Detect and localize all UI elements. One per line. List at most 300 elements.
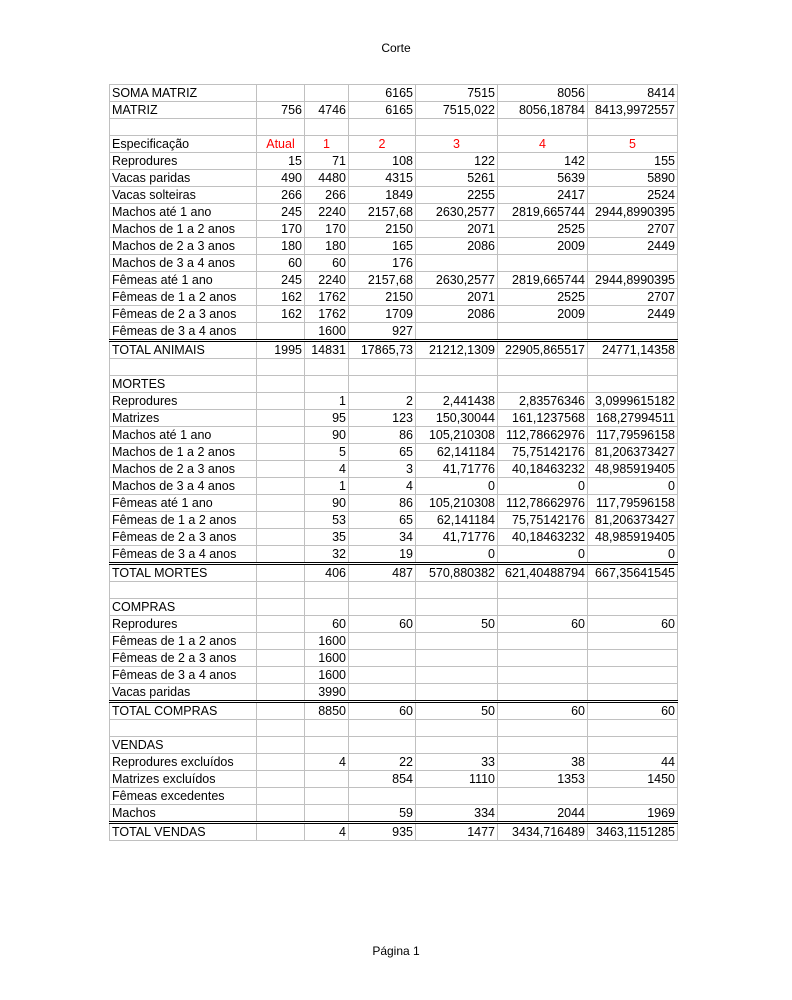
value-cell[interactable]: 95 <box>305 410 349 427</box>
value-cell[interactable]: 0 <box>498 478 588 495</box>
value-cell[interactable]: 117,79596158 <box>588 495 678 512</box>
value-cell[interactable] <box>416 323 498 341</box>
value-cell[interactable]: 2240 <box>305 272 349 289</box>
value-cell[interactable] <box>498 684 588 702</box>
value-cell[interactable]: Atual <box>257 136 305 153</box>
value-cell[interactable]: 1600 <box>305 323 349 341</box>
value-cell[interactable]: 40,18463232 <box>498 529 588 546</box>
value-cell[interactable]: 15 <box>257 153 305 170</box>
value-cell[interactable] <box>588 119 678 136</box>
value-cell[interactable] <box>588 376 678 393</box>
value-cell[interactable]: 2150 <box>349 289 416 306</box>
value-cell[interactable]: 2240 <box>305 204 349 221</box>
value-cell[interactable] <box>416 599 498 616</box>
value-cell[interactable]: 2086 <box>416 306 498 323</box>
value-cell[interactable]: 50 <box>416 702 498 720</box>
value-cell[interactable] <box>349 650 416 667</box>
value-cell[interactable]: 4 <box>498 136 588 153</box>
value-cell[interactable] <box>305 376 349 393</box>
value-cell[interactable]: 8413,9972557 <box>588 102 678 119</box>
value-cell[interactable]: 2819,665744 <box>498 204 588 221</box>
value-cell[interactable]: 245 <box>257 272 305 289</box>
row-label-cell[interactable]: TOTAL COMPRAS <box>110 702 257 720</box>
value-cell[interactable]: 3 <box>416 136 498 153</box>
row-label-cell[interactable]: Vacas paridas <box>110 170 257 187</box>
value-cell[interactable]: 0 <box>416 478 498 495</box>
value-cell[interactable] <box>498 650 588 667</box>
value-cell[interactable]: 4 <box>305 754 349 771</box>
value-cell[interactable] <box>305 85 349 102</box>
value-cell[interactable] <box>349 737 416 754</box>
value-cell[interactable]: 2 <box>349 136 416 153</box>
value-cell[interactable]: 41,71776 <box>416 461 498 478</box>
row-label-cell[interactable]: Machos até 1 ano <box>110 427 257 444</box>
value-cell[interactable] <box>257 323 305 341</box>
value-cell[interactable]: 60 <box>305 255 349 272</box>
value-cell[interactable]: 60 <box>257 255 305 272</box>
value-cell[interactable]: 41,71776 <box>416 529 498 546</box>
value-cell[interactable]: 6165 <box>349 85 416 102</box>
value-cell[interactable]: 0 <box>588 478 678 495</box>
value-cell[interactable]: 170 <box>305 221 349 238</box>
value-cell[interactable]: 0 <box>498 546 588 564</box>
value-cell[interactable]: 7515,022 <box>416 102 498 119</box>
value-cell[interactable] <box>588 359 678 376</box>
value-cell[interactable] <box>498 359 588 376</box>
value-cell[interactable] <box>498 633 588 650</box>
value-cell[interactable]: 112,78662976 <box>498 427 588 444</box>
value-cell[interactable] <box>257 633 305 650</box>
value-cell[interactable] <box>257 702 305 720</box>
row-label-cell[interactable]: Vacas paridas <box>110 684 257 702</box>
value-cell[interactable] <box>257 771 305 788</box>
value-cell[interactable] <box>498 255 588 272</box>
value-cell[interactable] <box>257 393 305 410</box>
row-label-cell[interactable]: TOTAL VENDAS <box>110 823 257 841</box>
value-cell[interactable]: 38 <box>498 754 588 771</box>
value-cell[interactable] <box>257 427 305 444</box>
row-label-cell[interactable]: Fêmeas de 1 a 2 anos <box>110 633 257 650</box>
row-label-cell[interactable]: Matrizes <box>110 410 257 427</box>
value-cell[interactable]: 756 <box>257 102 305 119</box>
value-cell[interactable]: 24771,14358 <box>588 341 678 359</box>
row-label-cell[interactable] <box>110 119 257 136</box>
value-cell[interactable] <box>498 599 588 616</box>
value-cell[interactable] <box>257 512 305 529</box>
value-cell[interactable] <box>257 495 305 512</box>
value-cell[interactable]: 8056,18784 <box>498 102 588 119</box>
row-label-cell[interactable]: Machos até 1 ano <box>110 204 257 221</box>
value-cell[interactable]: 621,40488794 <box>498 564 588 582</box>
value-cell[interactable]: 117,79596158 <box>588 427 678 444</box>
value-cell[interactable]: 2707 <box>588 289 678 306</box>
value-cell[interactable]: 4746 <box>305 102 349 119</box>
value-cell[interactable]: 2009 <box>498 306 588 323</box>
value-cell[interactable]: 21212,1309 <box>416 341 498 359</box>
value-cell[interactable]: 1 <box>305 393 349 410</box>
value-cell[interactable]: 1110 <box>416 771 498 788</box>
value-cell[interactable]: 266 <box>305 187 349 204</box>
row-label-cell[interactable]: Matrizes excluídos <box>110 771 257 788</box>
value-cell[interactable]: 2944,8990395 <box>588 272 678 289</box>
value-cell[interactable] <box>257 359 305 376</box>
value-cell[interactable] <box>416 720 498 737</box>
value-cell[interactable]: 1600 <box>305 633 349 650</box>
value-cell[interactable]: 8056 <box>498 85 588 102</box>
value-cell[interactable] <box>257 667 305 684</box>
value-cell[interactable] <box>305 359 349 376</box>
value-cell[interactable] <box>349 788 416 805</box>
value-cell[interactable] <box>416 376 498 393</box>
value-cell[interactable] <box>349 633 416 650</box>
value-cell[interactable]: 180 <box>257 238 305 255</box>
value-cell[interactable]: 2044 <box>498 805 588 823</box>
row-label-cell[interactable]: Machos <box>110 805 257 823</box>
value-cell[interactable]: 62,141184 <box>416 512 498 529</box>
value-cell[interactable]: 2255 <box>416 187 498 204</box>
value-cell[interactable]: 2707 <box>588 221 678 238</box>
value-cell[interactable]: 170 <box>257 221 305 238</box>
value-cell[interactable]: 1995 <box>257 341 305 359</box>
value-cell[interactable] <box>498 788 588 805</box>
value-cell[interactable]: 34 <box>349 529 416 546</box>
row-label-cell[interactable]: Fêmeas até 1 ano <box>110 495 257 512</box>
value-cell[interactable]: 17865,73 <box>349 341 416 359</box>
value-cell[interactable] <box>257 461 305 478</box>
value-cell[interactable] <box>588 684 678 702</box>
value-cell[interactable]: 112,78662976 <box>498 495 588 512</box>
value-cell[interactable]: 150,30044 <box>416 410 498 427</box>
value-cell[interactable]: 667,35641545 <box>588 564 678 582</box>
value-cell[interactable]: 75,75142176 <box>498 512 588 529</box>
value-cell[interactable]: 1762 <box>305 306 349 323</box>
value-cell[interactable] <box>416 582 498 599</box>
value-cell[interactable] <box>305 119 349 136</box>
row-label-cell[interactable]: Fêmeas de 2 a 3 anos <box>110 650 257 667</box>
row-label-cell[interactable]: Fêmeas até 1 ano <box>110 272 257 289</box>
value-cell[interactable] <box>498 720 588 737</box>
value-cell[interactable] <box>257 720 305 737</box>
value-cell[interactable] <box>416 650 498 667</box>
value-cell[interactable]: 53 <box>305 512 349 529</box>
row-label-cell[interactable]: Fêmeas excedentes <box>110 788 257 805</box>
value-cell[interactable] <box>257 85 305 102</box>
value-cell[interactable] <box>257 478 305 495</box>
value-cell[interactable]: 487 <box>349 564 416 582</box>
value-cell[interactable]: 4 <box>305 823 349 841</box>
value-cell[interactable]: 2525 <box>498 289 588 306</box>
row-label-cell[interactable]: MATRIZ <box>110 102 257 119</box>
value-cell[interactable]: 105,210308 <box>416 427 498 444</box>
value-cell[interactable] <box>416 255 498 272</box>
value-cell[interactable]: 1600 <box>305 650 349 667</box>
value-cell[interactable] <box>349 359 416 376</box>
value-cell[interactable]: 5890 <box>588 170 678 187</box>
value-cell[interactable]: 2086 <box>416 238 498 255</box>
value-cell[interactable] <box>305 771 349 788</box>
value-cell[interactable]: 2071 <box>416 221 498 238</box>
value-cell[interactable] <box>257 546 305 564</box>
value-cell[interactable] <box>349 599 416 616</box>
value-cell[interactable]: 490 <box>257 170 305 187</box>
value-cell[interactable]: 65 <box>349 444 416 461</box>
value-cell[interactable]: 2524 <box>588 187 678 204</box>
row-label-cell[interactable]: Machos de 3 a 4 anos <box>110 478 257 495</box>
value-cell[interactable]: 86 <box>349 495 416 512</box>
value-cell[interactable]: 2150 <box>349 221 416 238</box>
value-cell[interactable]: 1450 <box>588 771 678 788</box>
value-cell[interactable] <box>588 633 678 650</box>
value-cell[interactable]: 22 <box>349 754 416 771</box>
value-cell[interactable]: 142 <box>498 153 588 170</box>
value-cell[interactable]: 2,83576346 <box>498 393 588 410</box>
value-cell[interactable]: 14831 <box>305 341 349 359</box>
row-label-cell[interactable]: VENDAS <box>110 737 257 754</box>
value-cell[interactable] <box>498 376 588 393</box>
value-cell[interactable]: 75,75142176 <box>498 444 588 461</box>
value-cell[interactable]: 165 <box>349 238 416 255</box>
value-cell[interactable]: 71 <box>305 153 349 170</box>
value-cell[interactable] <box>588 255 678 272</box>
row-label-cell[interactable]: Fêmeas de 3 a 4 anos <box>110 546 257 564</box>
value-cell[interactable] <box>305 582 349 599</box>
row-label-cell[interactable]: SOMA MATRIZ <box>110 85 257 102</box>
value-cell[interactable] <box>257 805 305 823</box>
value-cell[interactable]: 0 <box>588 546 678 564</box>
value-cell[interactable] <box>257 599 305 616</box>
value-cell[interactable]: 60 <box>349 702 416 720</box>
value-cell[interactable]: 3463,1151285 <box>588 823 678 841</box>
value-cell[interactable]: 81,206373427 <box>588 444 678 461</box>
value-cell[interactable]: 2944,8990395 <box>588 204 678 221</box>
value-cell[interactable]: 162 <box>257 289 305 306</box>
value-cell[interactable]: 60 <box>498 616 588 633</box>
value-cell[interactable] <box>257 529 305 546</box>
row-label-cell[interactable]: Fêmeas de 2 a 3 anos <box>110 529 257 546</box>
value-cell[interactable]: 33 <box>416 754 498 771</box>
value-cell[interactable]: 48,985919405 <box>588 529 678 546</box>
value-cell[interactable]: 40,18463232 <box>498 461 588 478</box>
value-cell[interactable] <box>588 599 678 616</box>
value-cell[interactable]: 161,1237568 <box>498 410 588 427</box>
row-label-cell[interactable] <box>110 582 257 599</box>
row-label-cell[interactable]: TOTAL ANIMAIS <box>110 341 257 359</box>
value-cell[interactable]: 44 <box>588 754 678 771</box>
value-cell[interactable]: 1762 <box>305 289 349 306</box>
value-cell[interactable]: 5 <box>305 444 349 461</box>
value-cell[interactable]: 90 <box>305 427 349 444</box>
value-cell[interactable]: 4315 <box>349 170 416 187</box>
row-label-cell[interactable]: Fêmeas de 1 a 2 anos <box>110 512 257 529</box>
value-cell[interactable]: 176 <box>349 255 416 272</box>
value-cell[interactable]: 4480 <box>305 170 349 187</box>
value-cell[interactable] <box>349 684 416 702</box>
value-cell[interactable]: 59 <box>349 805 416 823</box>
value-cell[interactable]: 8414 <box>588 85 678 102</box>
value-cell[interactable]: 3434,716489 <box>498 823 588 841</box>
value-cell[interactable]: 168,27994511 <box>588 410 678 427</box>
value-cell[interactable] <box>349 582 416 599</box>
value-cell[interactable] <box>588 788 678 805</box>
value-cell[interactable]: 0 <box>416 546 498 564</box>
value-cell[interactable]: 123 <box>349 410 416 427</box>
row-label-cell[interactable]: COMPRAS <box>110 599 257 616</box>
value-cell[interactable]: 406 <box>305 564 349 582</box>
value-cell[interactable] <box>498 667 588 684</box>
value-cell[interactable]: 1709 <box>349 306 416 323</box>
value-cell[interactable]: 935 <box>349 823 416 841</box>
value-cell[interactable] <box>349 720 416 737</box>
value-cell[interactable] <box>257 737 305 754</box>
value-cell[interactable] <box>416 667 498 684</box>
row-label-cell[interactable]: Machos de 2 a 3 anos <box>110 238 257 255</box>
value-cell[interactable]: 4 <box>305 461 349 478</box>
value-cell[interactable]: 8850 <box>305 702 349 720</box>
value-cell[interactable] <box>588 582 678 599</box>
value-cell[interactable] <box>257 564 305 582</box>
value-cell[interactable]: 122 <box>416 153 498 170</box>
value-cell[interactable]: 1 <box>305 136 349 153</box>
row-label-cell[interactable]: Reprodures <box>110 616 257 633</box>
value-cell[interactable]: 19 <box>349 546 416 564</box>
value-cell[interactable]: 105,210308 <box>416 495 498 512</box>
value-cell[interactable]: 2630,2577 <box>416 272 498 289</box>
value-cell[interactable] <box>257 119 305 136</box>
value-cell[interactable] <box>257 376 305 393</box>
value-cell[interactable] <box>498 737 588 754</box>
row-label-cell[interactable]: Fêmeas de 3 a 4 anos <box>110 323 257 341</box>
value-cell[interactable]: 60 <box>349 616 416 633</box>
value-cell[interactable] <box>257 684 305 702</box>
value-cell[interactable] <box>588 323 678 341</box>
value-cell[interactable]: 50 <box>416 616 498 633</box>
value-cell[interactable] <box>416 737 498 754</box>
value-cell[interactable]: 570,880382 <box>416 564 498 582</box>
value-cell[interactable]: 1849 <box>349 187 416 204</box>
value-cell[interactable]: 2449 <box>588 238 678 255</box>
value-cell[interactable] <box>257 444 305 461</box>
value-cell[interactable] <box>305 737 349 754</box>
value-cell[interactable]: 6165 <box>349 102 416 119</box>
value-cell[interactable] <box>257 582 305 599</box>
row-label-cell[interactable]: Machos de 1 a 2 anos <box>110 444 257 461</box>
value-cell[interactable]: 2 <box>349 393 416 410</box>
value-cell[interactable] <box>257 616 305 633</box>
value-cell[interactable]: 3990 <box>305 684 349 702</box>
value-cell[interactable]: 2525 <box>498 221 588 238</box>
row-label-cell[interactable]: Reprodures <box>110 153 257 170</box>
value-cell[interactable] <box>416 359 498 376</box>
value-cell[interactable] <box>305 805 349 823</box>
value-cell[interactable]: 2157,68 <box>349 204 416 221</box>
row-label-cell[interactable]: Machos de 1 a 2 anos <box>110 221 257 238</box>
value-cell[interactable]: 32 <box>305 546 349 564</box>
value-cell[interactable] <box>305 788 349 805</box>
value-cell[interactable]: 48,985919405 <box>588 461 678 478</box>
value-cell[interactable]: 2,441438 <box>416 393 498 410</box>
row-label-cell[interactable]: Vacas solteiras <box>110 187 257 204</box>
row-label-cell[interactable]: Reprodures excluídos <box>110 754 257 771</box>
value-cell[interactable] <box>498 582 588 599</box>
value-cell[interactable]: 81,206373427 <box>588 512 678 529</box>
row-label-cell[interactable]: Fêmeas de 2 a 3 anos <box>110 306 257 323</box>
value-cell[interactable]: 1969 <box>588 805 678 823</box>
row-label-cell[interactable] <box>110 359 257 376</box>
row-label-cell[interactable]: Machos de 3 a 4 anos <box>110 255 257 272</box>
value-cell[interactable]: 2819,665744 <box>498 272 588 289</box>
row-label-cell[interactable]: Fêmeas de 3 a 4 anos <box>110 667 257 684</box>
row-label-cell[interactable]: MORTES <box>110 376 257 393</box>
value-cell[interactable]: 2071 <box>416 289 498 306</box>
value-cell[interactable] <box>498 323 588 341</box>
value-cell[interactable]: 5 <box>588 136 678 153</box>
value-cell[interactable] <box>416 684 498 702</box>
value-cell[interactable]: 3 <box>349 461 416 478</box>
value-cell[interactable] <box>588 650 678 667</box>
value-cell[interactable]: 266 <box>257 187 305 204</box>
value-cell[interactable]: 1600 <box>305 667 349 684</box>
value-cell[interactable] <box>588 720 678 737</box>
value-cell[interactable]: 62,141184 <box>416 444 498 461</box>
value-cell[interactable] <box>257 754 305 771</box>
value-cell[interactable]: 1 <box>305 478 349 495</box>
value-cell[interactable]: 2009 <box>498 238 588 255</box>
value-cell[interactable]: 334 <box>416 805 498 823</box>
value-cell[interactable]: 2417 <box>498 187 588 204</box>
value-cell[interactable] <box>257 650 305 667</box>
value-cell[interactable]: 60 <box>305 616 349 633</box>
value-cell[interactable]: 927 <box>349 323 416 341</box>
value-cell[interactable]: 245 <box>257 204 305 221</box>
value-cell[interactable]: 180 <box>305 238 349 255</box>
value-cell[interactable] <box>416 788 498 805</box>
value-cell[interactable]: 2630,2577 <box>416 204 498 221</box>
value-cell[interactable] <box>588 737 678 754</box>
value-cell[interactable] <box>416 633 498 650</box>
value-cell[interactable] <box>257 410 305 427</box>
value-cell[interactable] <box>257 788 305 805</box>
value-cell[interactable]: 162 <box>257 306 305 323</box>
value-cell[interactable]: 155 <box>588 153 678 170</box>
value-cell[interactable] <box>416 119 498 136</box>
row-label-cell[interactable]: Fêmeas de 1 a 2 anos <box>110 289 257 306</box>
value-cell[interactable]: 2449 <box>588 306 678 323</box>
row-label-cell[interactable]: TOTAL MORTES <box>110 564 257 582</box>
value-cell[interactable]: 60 <box>498 702 588 720</box>
row-label-cell[interactable]: Especificação <box>110 136 257 153</box>
value-cell[interactable]: 5639 <box>498 170 588 187</box>
value-cell[interactable]: 60 <box>588 616 678 633</box>
value-cell[interactable] <box>257 823 305 841</box>
value-cell[interactable]: 1477 <box>416 823 498 841</box>
row-label-cell[interactable] <box>110 720 257 737</box>
value-cell[interactable] <box>349 667 416 684</box>
value-cell[interactable]: 4 <box>349 478 416 495</box>
value-cell[interactable]: 90 <box>305 495 349 512</box>
value-cell[interactable]: 854 <box>349 771 416 788</box>
value-cell[interactable]: 86 <box>349 427 416 444</box>
value-cell[interactable]: 5261 <box>416 170 498 187</box>
row-label-cell[interactable]: Machos de 2 a 3 anos <box>110 461 257 478</box>
value-cell[interactable] <box>498 119 588 136</box>
value-cell[interactable]: 1353 <box>498 771 588 788</box>
value-cell[interactable]: 60 <box>588 702 678 720</box>
value-cell[interactable] <box>305 599 349 616</box>
value-cell[interactable]: 7515 <box>416 85 498 102</box>
value-cell[interactable] <box>349 119 416 136</box>
value-cell[interactable]: 35 <box>305 529 349 546</box>
value-cell[interactable]: 108 <box>349 153 416 170</box>
